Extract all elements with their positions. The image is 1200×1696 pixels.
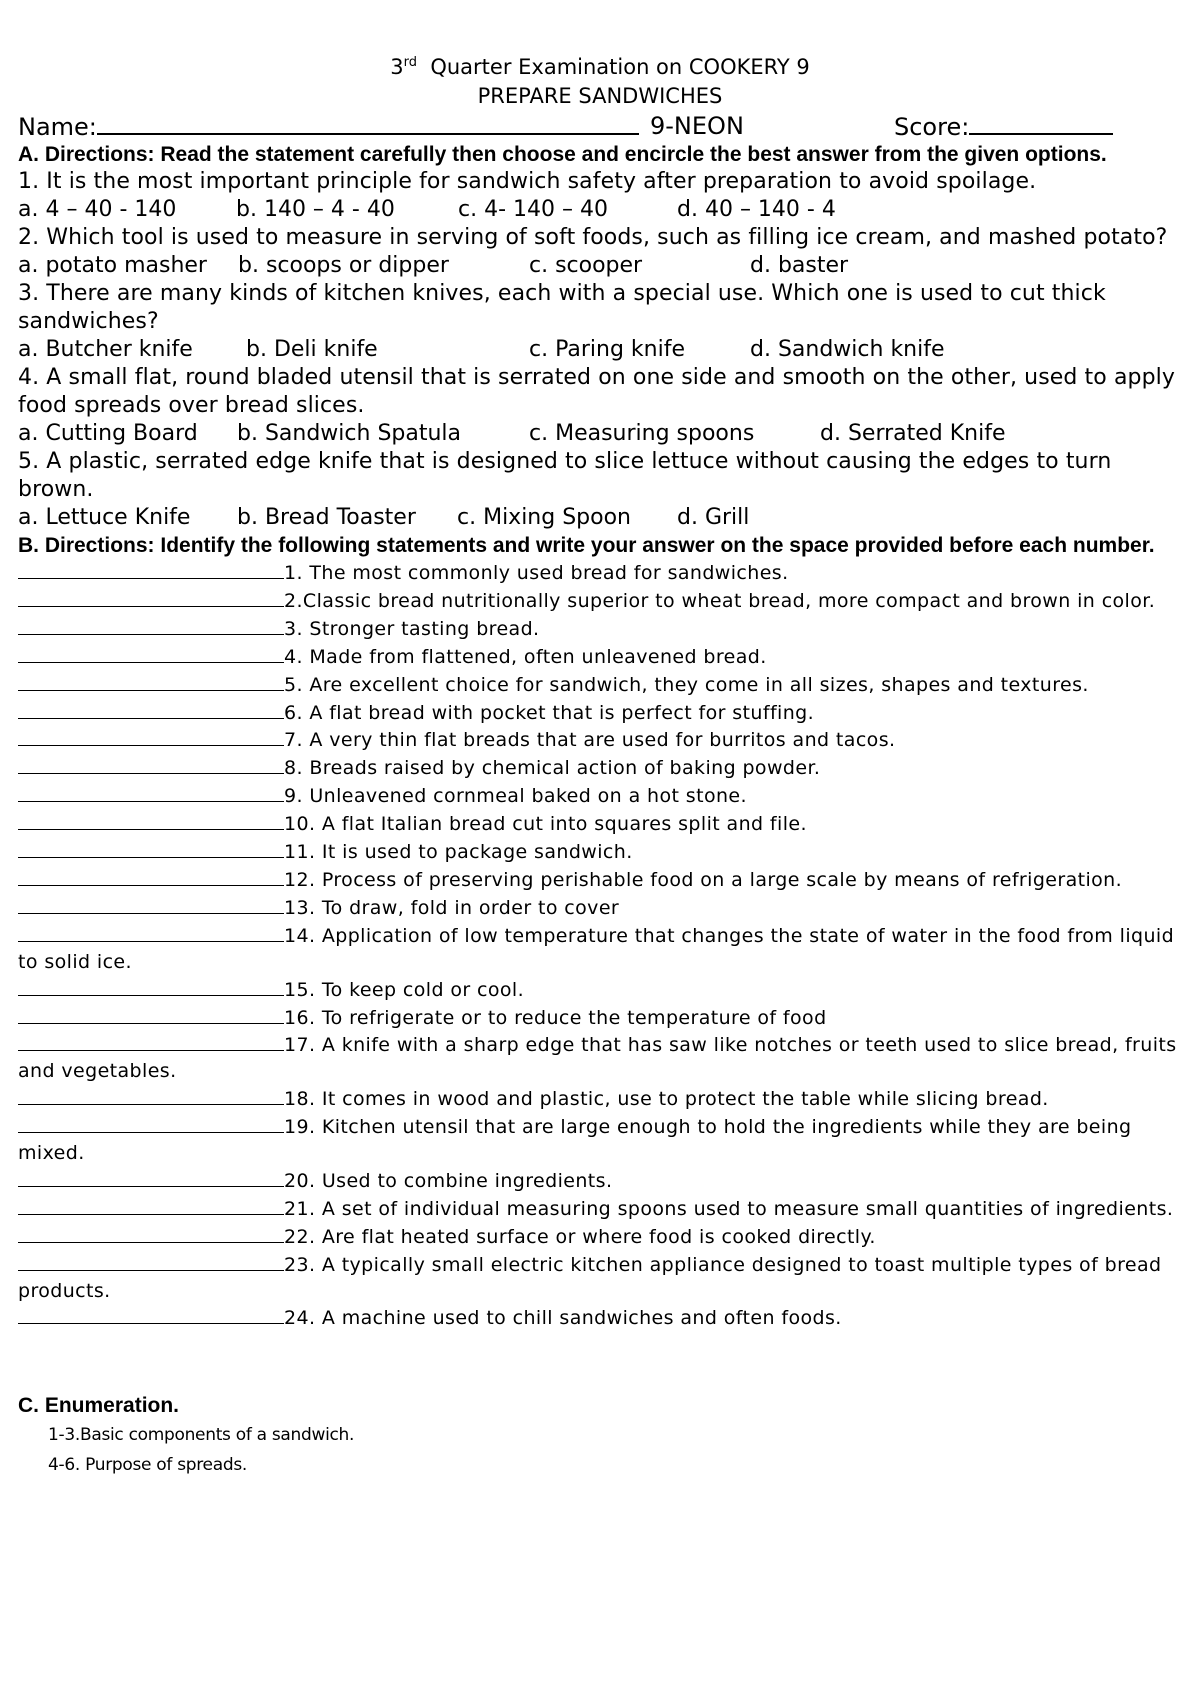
list-item: 4. Made from flattened, often unleavened bread. <box>18 643 1182 671</box>
choice-d[interactable]: d. 40 – 140 - 4 <box>677 197 836 222</box>
answer-blank[interactable] <box>18 838 284 858</box>
list-item: 5. Are excellent choice for sandwich, they come in all sizes, shapes and textures. <box>18 671 1182 699</box>
enumeration-item: 1-3.Basic components of a sandwich. <box>48 1425 355 1446</box>
exam-subtitle: PREPARE SANDWICHES <box>477 84 723 108</box>
choice-b[interactable]: b. scoops or dipper <box>238 253 449 278</box>
list-item: 2.Classic bread nutritionally superior to wheat bread, more compact and brown in color. <box>18 587 1182 615</box>
answer-blank[interactable] <box>18 559 284 579</box>
name-blank[interactable] <box>97 111 639 135</box>
name-label: Name: <box>18 113 97 141</box>
part-a-question-1: 1. It is the most important principle for sandwich safety after preparation to avoid spoilage. a. 4 – 40 - 140 b. 140 – 4 - 40 c. 4- 140 – 40 d. 40 – 140 - 4 <box>18 169 1037 222</box>
choice-c[interactable]: c. Measuring spoons <box>529 421 755 446</box>
part-a-question-3: 3. There are many kinds of kitchen knives, each with a special use. Which one is used to cut thick sandwiches? a. Butcher knife b. Deli knife c. Paring knife d. Sandwich knife <box>18 281 1106 362</box>
choice-b[interactable]: b. Bread Toaster <box>237 505 416 530</box>
list-item: 21. A set of individual measuring spoons used to measure small quantities of ingredients. <box>18 1195 1182 1223</box>
answer-blank[interactable] <box>18 699 284 719</box>
answer-blank[interactable] <box>18 615 284 635</box>
list-item: 6. A flat bread with pocket that is perfect for stuffing. <box>18 699 1182 727</box>
score-blank[interactable] <box>969 111 1113 135</box>
answer-blank[interactable] <box>18 643 284 663</box>
answer-blank[interactable] <box>18 671 284 691</box>
list-item: 19. Kitchen utensil that are large enough to hold the ingredients while they are being mixed. <box>18 1113 1182 1167</box>
list-item: 15. To keep cold or cool. <box>18 976 1182 1004</box>
list-item: 7. A very thin flat breads that are used for burritos and tacos. <box>18 726 1182 754</box>
choice-a[interactable]: a. Cutting Board <box>18 421 198 446</box>
answer-blank[interactable] <box>18 1004 284 1024</box>
list-item: 8. Breads raised by chemical action of baking powder. <box>18 754 1182 782</box>
answer-blank[interactable] <box>18 754 284 774</box>
choice-d[interactable]: d. Grill <box>677 505 750 530</box>
answer-blank[interactable] <box>18 782 284 802</box>
answer-blank[interactable] <box>18 1223 284 1243</box>
answer-blank[interactable] <box>18 922 284 942</box>
choice-a[interactable]: a. potato masher <box>18 253 207 278</box>
answer-blank[interactable] <box>18 726 284 746</box>
choice-b[interactable]: b. Sandwich Spatula <box>237 421 462 446</box>
choice-c[interactable]: c. Mixing Spoon <box>457 505 632 530</box>
answer-blank[interactable] <box>18 866 284 886</box>
exam-title: 3rd Quarter Examination on COOKERY 9 <box>390 55 810 79</box>
list-item: 11. It is used to package sandwich. <box>18 838 1182 866</box>
answer-blank[interactable] <box>18 1304 284 1324</box>
part-a-directions: A. Directions: Read the statement carefully then choose and encircle the best answer from the given options. <box>18 143 1107 166</box>
list-item: 22. Are flat heated surface or where food is cooked directly. <box>18 1223 1182 1251</box>
choice-c[interactable]: c. scooper <box>529 253 643 278</box>
answer-blank[interactable] <box>18 587 284 607</box>
choice-d[interactable]: d. Sandwich knife <box>750 337 945 362</box>
section-label: 9-NEON <box>650 112 744 140</box>
list-item: 18. It comes in wood and plastic, use to protect the table while slicing bread. <box>18 1085 1182 1113</box>
list-item: 13. To draw, fold in order to cover <box>18 894 1182 922</box>
choice-a[interactable]: a. Lettuce Knife <box>18 505 191 530</box>
answer-blank[interactable] <box>18 810 284 830</box>
answer-blank[interactable] <box>18 1031 284 1051</box>
list-item: 3. Stronger tasting bread. <box>18 615 1182 643</box>
answer-blank[interactable] <box>18 1195 284 1215</box>
list-item: 1. The most commonly used bread for sandwiches. <box>18 559 1182 587</box>
answer-blank[interactable] <box>18 1085 284 1105</box>
name-row <box>18 111 1182 141</box>
answer-blank[interactable] <box>18 976 284 996</box>
list-item: 24. A machine used to chill sandwiches and often foods. <box>18 1304 1182 1332</box>
choice-d[interactable]: d. baster <box>750 253 849 278</box>
list-item: 9. Unleavened cornmeal baked on a hot stone. <box>18 782 1182 810</box>
choice-d[interactable]: d. Serrated Knife <box>820 421 1006 446</box>
choice-c[interactable]: c. 4- 140 – 40 <box>458 197 608 222</box>
choice-b[interactable]: b. Deli knife <box>246 337 378 362</box>
exam-page <box>18 48 1182 1480</box>
enumeration-item: 4-6. Purpose of spreads. <box>48 1455 247 1476</box>
list-item: 14. Application of low temperature that changes the state of water in the food from liquid to solid ice. <box>18 922 1182 976</box>
list-item: 20. Used to combine ingredients. <box>18 1167 1182 1195</box>
list-item: 17. A knife with a sharp edge that has saw like notches or teeth used to slice bread, fruits and vegetables. <box>18 1031 1182 1085</box>
choice-a[interactable]: a. 4 – 40 - 140 <box>18 197 177 222</box>
answer-blank[interactable] <box>18 1113 284 1133</box>
choice-c[interactable]: c. Paring knife <box>529 337 685 362</box>
answer-blank[interactable] <box>18 1251 284 1271</box>
list-item: 23. A typically small electric kitchen appliance designed to toast multiple types of bread products. <box>18 1251 1182 1305</box>
list-item: 12. Process of preserving perishable food on a large scale by means of refrigeration. <box>18 866 1182 894</box>
list-item: 16. To refrigerate or to reduce the temperature of food <box>18 1004 1182 1032</box>
part-b-list <box>18 559 1182 1332</box>
part-a-question-4: 4. A small flat, round bladed utensil that is serrated on one side and smooth on the other, used to apply food spreads over bread slices. a. Cutting Board b. Sandwich Spatula c. Measuring spoons d. Serrated Knife <box>18 365 1175 446</box>
choice-a[interactable]: a. Butcher knife <box>18 337 193 362</box>
part-b-directions: B. Directions: Identify the following statements and write your answer on the space provided before each number. <box>18 534 1155 557</box>
score-label: Score: <box>894 113 970 141</box>
answer-blank[interactable] <box>18 1167 284 1187</box>
answer-blank[interactable] <box>18 894 284 914</box>
part-a-question-5: 5. A plastic, serrated edge knife that is designed to slice lettuce without causing the edges to turn brown. a. Lettuce Knife b. Bread Toaster c. Mixing Spoon d. Grill <box>18 449 1112 530</box>
part-a-question-2: 2. Which tool is used to measure in serving of soft foods, such as filling ice cream, and mashed potato? a. potato masher b. scoops or dipper c. scooper d. baster <box>18 225 1168 278</box>
part-c-heading: C. Enumeration. <box>18 1394 180 1418</box>
choice-b[interactable]: b. 140 – 4 - 40 <box>236 197 395 222</box>
list-item: 10. A flat Italian bread cut into squares split and file. <box>18 810 1182 838</box>
